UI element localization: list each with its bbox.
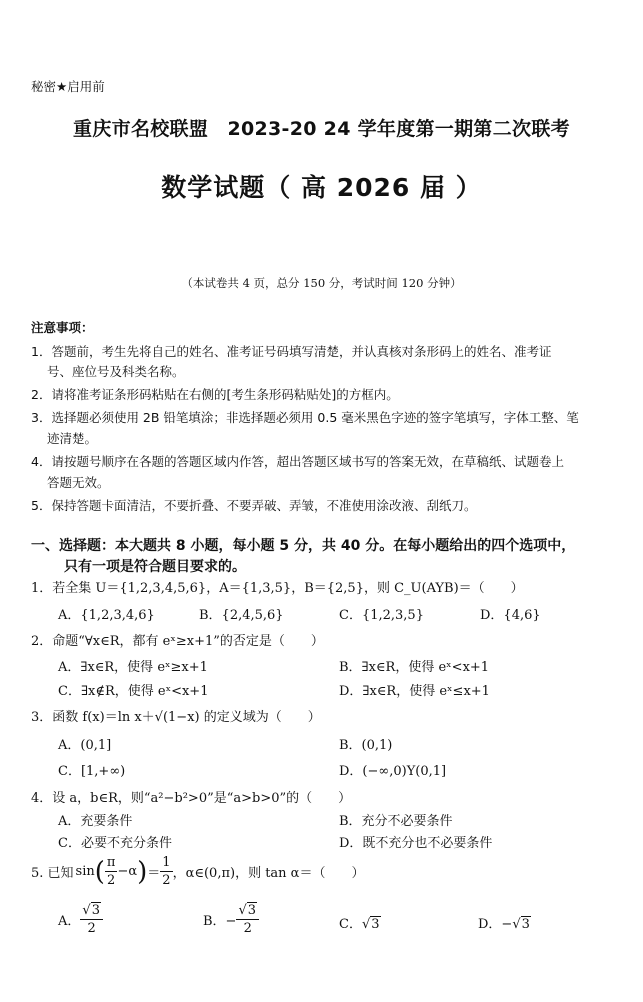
q5-b-fraction: $\frac{√3}{2}$ — [236, 904, 259, 935]
section-heading: 一、选择题：本大题共 8 小题，每小题 5 分，共 40 分。在每小题给出的四个选项中， — [31, 538, 576, 554]
exam-info: （本试卷共 4 页，总分 150 分，考试时间 120 分钟） — [181, 276, 462, 290]
q4-option-d: D．既不充分也不必要条件 — [339, 836, 493, 851]
q5-condition: ，α∈(0,π)，则 tan α＝（ ） — [172, 866, 365, 881]
question-3-stem: 3．函数 f(x)＝ln x＋√(1−x) 的定义域为（ ） — [31, 710, 321, 725]
q5-equals: ＝ — [147, 866, 161, 881]
q5-option-b: B．− $\frac{√3}{2}$ — [203, 904, 259, 935]
q1-option-d: D．{4,6} — [480, 608, 541, 623]
notice-line: 3．选择题必须使用 2B 铅笔填涂；非选择题必须用 0.5 毫米黑色字迹的签字笔填写，字体工整、笔 — [31, 410, 579, 425]
q3-option-d: D．(−∞,0)Y(0,1] — [339, 764, 447, 779]
q5-option-d: D．−√3 — [478, 917, 530, 932]
q3-option-a: A．(0,1] — [58, 738, 112, 753]
q2-option-d: D．∃x∈R，使得 eˣ≤x+1 — [339, 684, 490, 699]
notice-line: 答题无效。 — [47, 475, 110, 490]
q5-option-c: C．√3 — [339, 917, 380, 932]
q5-option-a: A． $\frac{√3}{2}$ — [58, 904, 103, 935]
q1-option-a: A．{1,2,3,4,6} — [58, 608, 155, 623]
notice-line: 号、座位号及科类名称。 — [47, 364, 185, 379]
notice-line: 2．请将准考证条形码粘贴在右侧的[考生条形码粘贴处]的方框内。 — [31, 387, 399, 402]
q4-option-b: B．充分不必要条件 — [339, 814, 453, 829]
q5-pi-over-2: $\frac{\pi}{2}$ — [106, 855, 116, 888]
question-5-stem — [31, 856, 364, 887]
q3-option-b: B．(0,1) — [339, 738, 393, 753]
q2-option-a: A．∃x∈R，使得 eˣ≥x+1 — [58, 660, 208, 675]
notice-line: 5．保持答题卡面清洁，不要折叠、不要弄破、弄皱，不准使用涂改液、刮纸刀。 — [31, 498, 477, 513]
notice-line: 4．请按题号顺序在各题的答题区域内作答，超出答题区域书写的答案无效，在草稿纸、试题卷上 — [31, 454, 564, 469]
question-1-stem: 1．若全集 U＝{1,2,3,4,5,6}，A＝{1,3,5}，B＝{2,5}，则 C_U(AYB)＝（ ） — [31, 581, 524, 596]
question-4-stem: 4．设 a，b∈R，则“a²−b²>0”是“a>b>0”的（ ） — [31, 791, 352, 806]
q3-option-c: C．[1,+∞) — [58, 764, 126, 779]
q5-left-paren: ( — [94, 856, 105, 887]
q5-sin: sin — [75, 864, 95, 879]
q2-option-c: C．∃x∉R，使得 eˣ<x+1 — [58, 684, 209, 699]
q5-minus-alpha: −α — [117, 864, 138, 879]
q1-option-b: B．{2,4,5,6} — [199, 608, 284, 623]
section-heading-cont: 只有一项是符合题目要求的。 — [64, 559, 246, 575]
notice-line: 1．答题前，考生先将自己的姓名、准考证号码填写清楚，并认真核对条形码上的姓名、准考证 — [31, 344, 552, 359]
q4-option-a: A．充要条件 — [58, 814, 133, 829]
notice-heading: 注意事项： — [31, 320, 94, 335]
notice-line: 迹清楚。 — [47, 431, 98, 446]
exam-title: 重庆市名校联盟 2023-20 24 学年度第一期第二次联考 — [73, 118, 570, 140]
confidential-label: 秘密★启用前 — [31, 79, 105, 94]
q2-option-b: B．∃x∈R，使得 eˣ<x+1 — [339, 660, 490, 675]
q5-prefix: 5. 已知 — [31, 866, 74, 881]
q5-a-fraction: $\frac{√3}{2}$ — [80, 904, 103, 935]
q5-one-half: $\frac{1}{2}$ — [162, 855, 171, 888]
exam-subtitle: 数学试题（ 高 2026 届 ） — [161, 173, 482, 202]
q1-option-c: C．{1,2,3,5} — [339, 608, 424, 623]
q5-right-paren: ) — [137, 856, 148, 887]
q4-option-c: C．必要不充分条件 — [58, 836, 172, 851]
question-2-stem: 2．命题“∀x∈R，都有 eˣ≥x+1”的否定是（ ） — [31, 634, 324, 649]
